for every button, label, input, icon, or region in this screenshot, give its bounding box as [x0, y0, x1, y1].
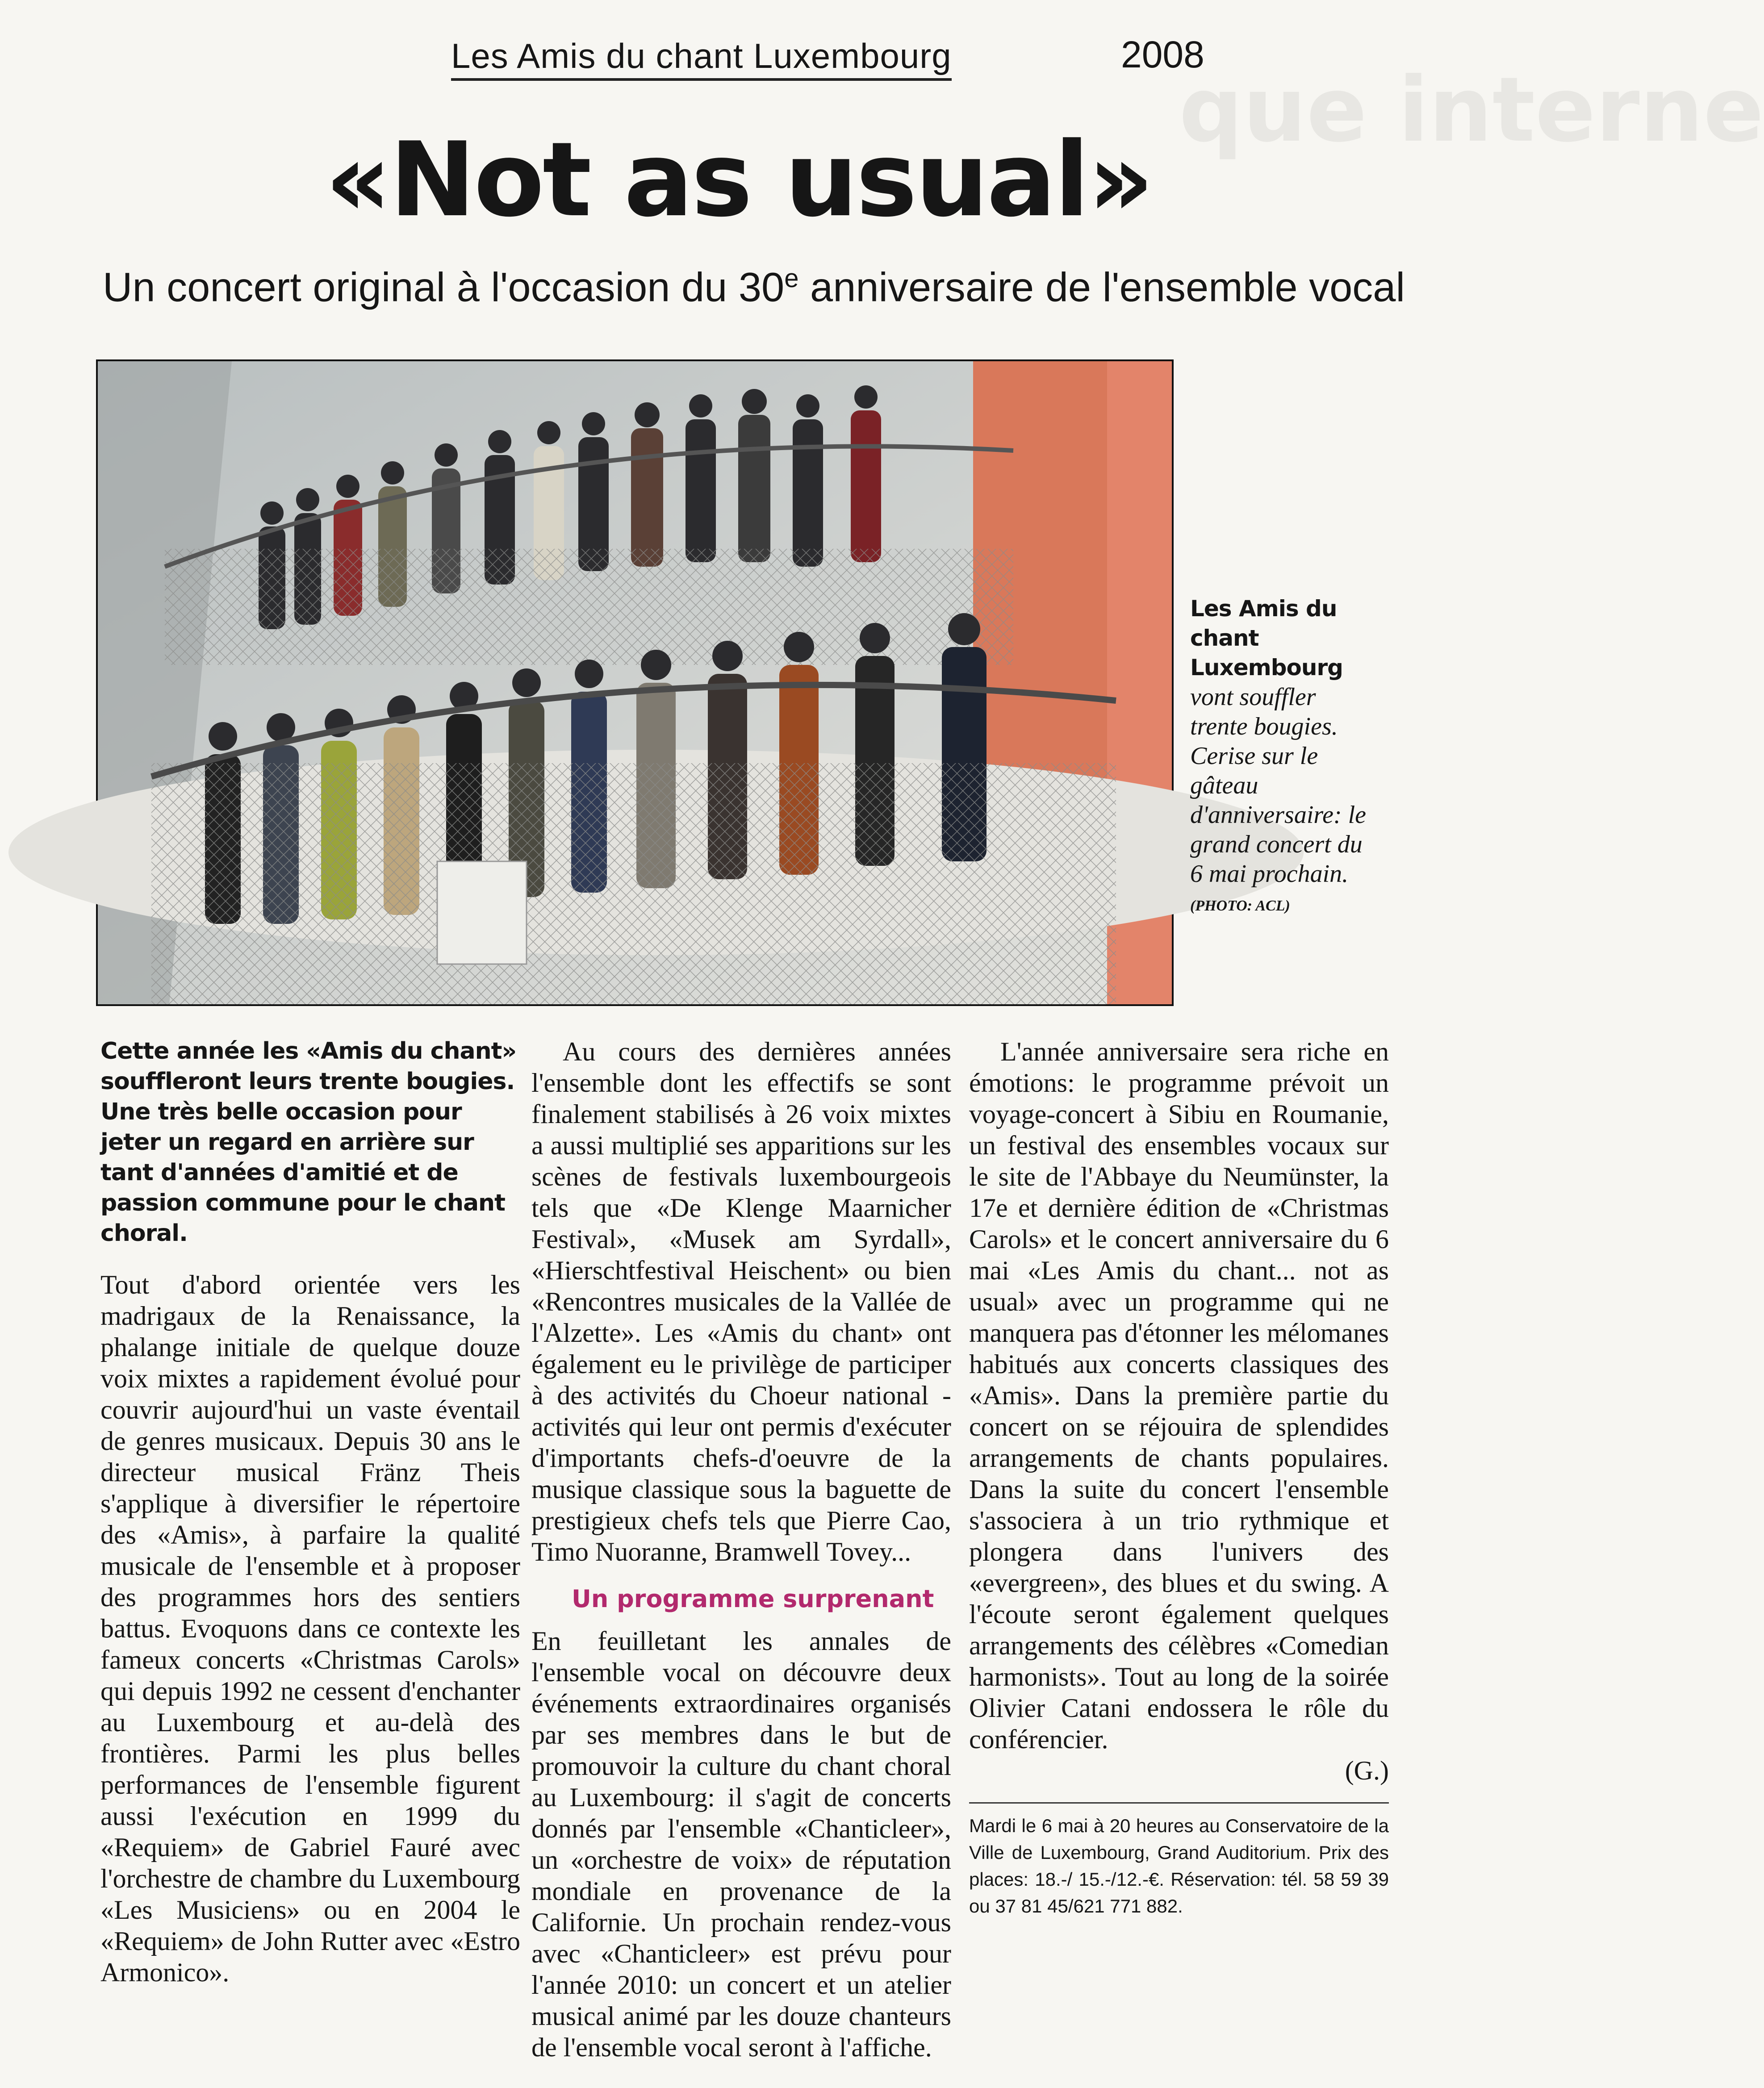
lead-spacer [100, 1249, 520, 1269]
subhead-text-after: anniversaire de l'ensemble vocal [798, 264, 1405, 310]
caption-text: vont souffler trente bougies. Cerise sur le gâteau d'anniversaire: le grand concert du 6 mai prochain. [1190, 683, 1367, 888]
headline: «Not as usual» [325, 121, 1153, 240]
author-signature: (G.) [1345, 1756, 1389, 1785]
photo-caption [1190, 594, 1378, 921]
section-heading: Un programme surprenant [572, 1585, 934, 1613]
article-column-1 [100, 1036, 520, 1988]
group-photo-illustration [98, 361, 1172, 1004]
event-info: Mardi le 6 mai à 20 heures au Conservatoire de la Ville de Luxembourg, Grand Auditorium. Prix des places: 18.-/ 15.-/12.-€. Réservation: tél. 58 59 39 ou 37 81 45/621 771 882. [969, 1802, 1389, 1920]
group-photo [96, 359, 1174, 1006]
article-paragraph-4: L'année anniversaire sera riche en émotions: le programme prévoit un voyage-concert à Sibiu en Roumanie, un festival des ensembles vocaux sur le site de l'Abbaye du Neumünster, la 17e et dernière édition de «Christmas Carols» et le concert anniversaire du 6 mai «Les Amis du chant... not as usual» avec un programme qui ne manquera pas d'étonner les mélomanes habitués aux concerts classiques des «Amis». Dans la première partie du concert on se réjouira de splendides arrangements de chants populaires. Dans la suite du concert l'ensemble s'associera à un trio rythmique et plongera dans l'univers des «evergreen», des blues et du swing. A l'écoute seront également quelques arrangements des célèbres «Comedian harmonists». Tout au long de la soirée Olivier Catani endossera le rôle du conférencier. [969, 1037, 1389, 1754]
bleed-through-text: que interne [1179, 58, 1764, 162]
subhead-text-before: Un concert original à l'occasion du 30 [103, 264, 785, 310]
article-paragraph-2: Au cours des dernières années l'ensemble dont les effectifs se sont finalement stabilisés à 26 voix mixtes a aussi multiplié ses apparitions sur les scènes de festivals luxembourgeois tels que «De Klenge Maarnicher Festival», «Musek am Syrdall», «Hierschtfestival Heischent» ou bien «Rencontres musicales de la Vallée de l'Alzette». Les «Amis du chant» ont également eu le privilège de participer à des activités du Choeur national - activités qui leur ont permis d'exécuter d'importants chefs-d'oeuvre de la musique classique sous la baguette de prestigieux chefs tels que Pierre Cao, Timo Nuoranne, Bramwell Tovey... [531, 1037, 951, 1566]
year-label: 2008 [1121, 33, 1204, 75]
article-paragraph-3: En feuilletant les annales de l'ensemble vocal on découvre deux événements extraordinaires organisés par ses membres dans le but de promouvoir la culture du chant choral au Luxembourg: il s'agit de concerts donnés par l'ensemble «Chanticleer», un «orchestre de voix» de réputation mondiale en provenance de la Californie. Un prochain rendez-vous avec «Chanticleer» est prévu pour l'année 2010: un concert et un atelier musical animé par les douze chanteurs de l'ensemble vocal seront à l'affiche. [531, 1626, 951, 2062]
article-column-3 [969, 1036, 1389, 1920]
subhead-superscript: e [784, 264, 799, 293]
photo-credit: (PHOTO: ACL) [1190, 898, 1290, 914]
article-column-2 [531, 1036, 951, 2063]
article-lead: Cette année les «Amis du chant» souffleront leurs trente bougies. Une très belle occasion pour jeter un regard en arrière sur tant d'années d'amitié et de passion commune pour le chant choral. [100, 1038, 517, 1247]
article-paragraph-1: Tout d'abord orientée vers les madrigaux de la Renaissance, la phalange initiale de quelque douze voix mixtes a rapidement évolué pour couvrir aujourd'hui un vaste éventail de genres musicaux. Depuis 30 ans le directeur musical Fränz Theis s'applique à diversifier le répertoire des «Amis», à parfaire la qualité musicale de l'ensemble et à proposer des programmes hors des sentiers battus. Evoquons dans ce contexte les fameux concerts «Christmas Carols» qui depuis 1992 ne cessent d'enchanter au Luxembourg et au-delà des frontières. Parmi les plus belles performances de l'ensemble figurent aussi l'exécution en 1999 du «Requiem» de Gabriel Fauré avec l'orchestre de chambre du Luxembourg «Les Musiciens» ou en 2004 le «Requiem» de John Rutter avec «Estro Armonico». [100, 1270, 520, 1987]
publication-header: Les Amis du chant Luxembourg [451, 36, 952, 81]
subheadline [103, 263, 1405, 311]
caption-title: Les Amis du chant Luxembourg [1190, 596, 1343, 681]
